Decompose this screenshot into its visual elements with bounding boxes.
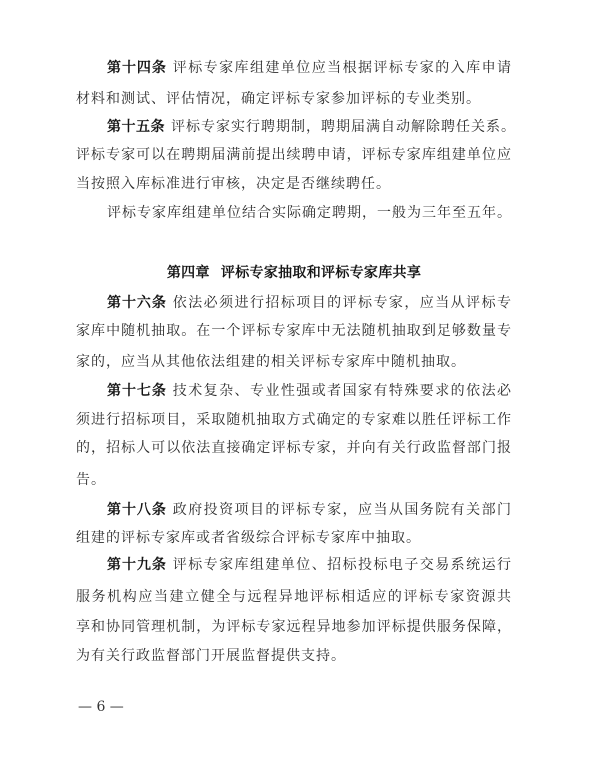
article-text: 依法必须进行招标项目的评标专家，应当从评标专 <box>172 295 513 311</box>
article-text: 技术复杂、专业性强或者国家有特殊要求的依法必 <box>172 383 513 399</box>
chapter-heading: 第四章 评标专家抽取和评标专家库共享 <box>166 265 422 281</box>
article-text: 评标专家库组建单位、招标投标电子交易系统运行 <box>172 557 513 573</box>
article-line: 为有关行政监督部门开展监督提供支持。 <box>76 648 346 664</box>
article-line: 当按照入库标准进行审核，决定是否继续聘任。 <box>76 176 391 192</box>
article-line <box>107 555 512 575</box>
article-line: 须进行招标项目，采取随机抽取方式确定的专家难以胜任评标工作 <box>76 412 512 428</box>
paragraph-line: 评标专家库组建单位结合实际确定聘期，一般为三年至五年。 <box>107 205 512 221</box>
article-line <box>107 117 516 137</box>
page-number: — 6 — <box>78 699 124 715</box>
article-line: 家的，应当从其他依法组建的相关评标专家库中随机抽取。 <box>76 354 466 370</box>
article-label: 第十八条 <box>107 502 167 518</box>
article-line: 评标专家可以在聘期届满前提出续聘申请，评标专家库组建单位应 <box>76 147 512 163</box>
article-text: 评标专家库组建单位应当根据评标专家的入库申请 <box>172 60 513 76</box>
article-line: 服务机构应当建立健全与远程异地评标相适应的评标专家资源共 <box>76 589 512 605</box>
article-label: 第十四条 <box>107 60 167 76</box>
article-line <box>107 500 512 520</box>
article-label: 第十九条 <box>107 557 167 573</box>
article-line <box>107 381 512 401</box>
article-line <box>107 293 512 313</box>
article-line: 的，招标人可以依法直接确定评标专家，并向有关行政监督部门报 <box>76 440 512 456</box>
article-label: 第十七条 <box>107 383 167 399</box>
article-line: 告。 <box>76 472 106 488</box>
article-label: 第十六条 <box>107 295 167 311</box>
article-label: 第十五条 <box>107 119 165 135</box>
article-line <box>107 58 512 78</box>
article-line: 材料和测试、评估情况，确定评标专家参加评标的专业类别。 <box>76 91 481 107</box>
article-text: 政府投资项目的评标专家，应当从国务院有关部门 <box>172 502 513 518</box>
article-line: 家库中随机抽取。在一个评标专家库中无法随机抽取到足够数量专 <box>76 323 512 339</box>
article-line: 享和协同管理机制，为评标专家远程异地参加评标提供服务保障， <box>76 619 512 635</box>
article-line: 组建的评标专家库或者省级综合评标专家库中抽取。 <box>76 530 421 546</box>
article-text: 评标专家实行聘期制，聘期届满自动解除聘任关系。 <box>171 119 516 135</box>
